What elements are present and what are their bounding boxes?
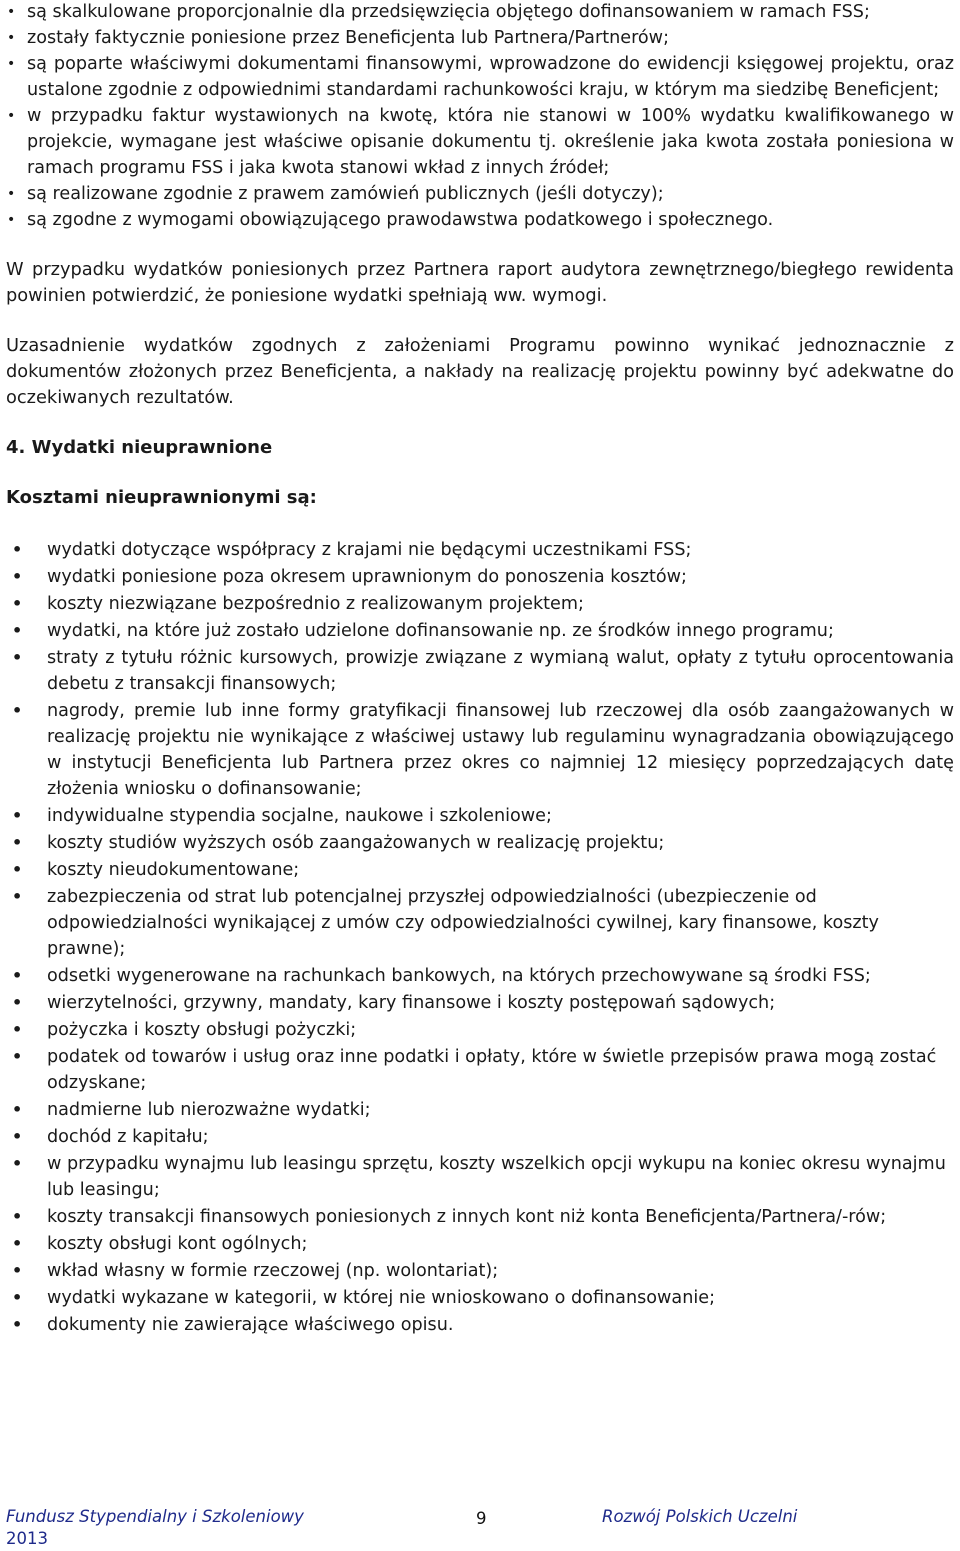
bullet-icon: • xyxy=(12,1100,23,1119)
list-item-text: pożyczka i koszty obsługi pożyczki; xyxy=(47,1020,357,1040)
bullet-icon: • xyxy=(12,1315,23,1334)
bullet-icon: • xyxy=(7,4,16,20)
list-item xyxy=(6,698,954,802)
list-item-text: koszty niezwiązane bezpośrednio z realizowanym projektem; xyxy=(47,594,584,614)
list-item-text: koszty obsługi kont ogólnych; xyxy=(47,1234,308,1254)
page-footer xyxy=(6,1506,954,1546)
list-item xyxy=(6,591,954,617)
bullet-icon: • xyxy=(12,1127,23,1146)
list-item-text: podatek od towarów i usług oraz inne podatki i opłaty, które w świetle przepisów prawa mogą zostać odzyskane; xyxy=(47,1047,937,1093)
bullet-icon: • xyxy=(12,701,23,720)
list-item-text: wydatki poniesione poza okresem uprawnionym do ponoszenia kosztów; xyxy=(47,567,687,587)
list-item xyxy=(6,1124,954,1150)
list-item xyxy=(6,1258,954,1284)
list-item xyxy=(6,207,954,233)
list-item xyxy=(6,537,954,563)
list-item-text: zabezpieczenia od strat lub potencjalnej przyszłej odpowiedzialności (ubezpieczenie od odpowiedzialności wynikającej z umów czy odpowiedzialności cywilnej, kary finansowe, koszty prawne); xyxy=(47,887,879,959)
list-item xyxy=(6,1204,954,1230)
bullet-icon: • xyxy=(12,1207,23,1226)
list-item-text: są poparte właściwymi dokumentami finansowymi, wprowadzone do ewidencji księgowej projektu, oraz ustalone zgodnie z odpowiednimi standardami rachunkowości kraju, w którym ma siedzibę Beneficjent; xyxy=(27,54,954,100)
list-item-text: wydatki dotyczące współpracy z krajami nie będącymi uczestnikami FSS; xyxy=(47,540,692,560)
bullet-icon: • xyxy=(12,860,23,879)
list-item xyxy=(6,1017,954,1043)
list-item-text: wkład własny w formie rzeczowej (np. wolontariat); xyxy=(47,1261,499,1281)
document-page xyxy=(6,0,954,1338)
bullet-icon: • xyxy=(12,648,23,667)
eligibility-criteria-list xyxy=(6,0,954,233)
bullet-icon: • xyxy=(12,887,23,906)
list-item-text: koszty studiów wyższych osób zaangażowanych w realizację projektu; xyxy=(47,833,665,853)
footer-fund-name: Fundusz Stypendialny i Szkoleniowy xyxy=(6,1507,304,1526)
list-item-text: wydatki, na które już zostało udzielone dofinansowanie np. ze środków innego programu; xyxy=(47,621,834,641)
list-item-text: w przypadku faktur wystawionych na kwotę, która nie stanowi w 100% wydatku kwalifikowanego w projekcie, wymagane jest właściwe opisanie dokumentu tj. określenie jaka kwota została poniesiona w ramach programu FSS i jaka kwota stanowi wkład z innych źródeł; xyxy=(27,106,954,178)
footer-project-name: Rozwój Polskich Uczelni xyxy=(602,1507,798,1526)
list-item-text: koszty nieudokumentowane; xyxy=(47,860,300,880)
bullet-icon: • xyxy=(12,966,23,985)
bullet-icon: • xyxy=(7,108,16,124)
list-item-text: są realizowane zgodnie z prawem zamówień publicznych (jeśli dotyczy); xyxy=(27,184,664,204)
list-item xyxy=(6,1044,954,1096)
list-item-text: nagrody, premie lub inne formy gratyfikacji finansowej lub rzeczowej dla osób zaangażowanych w realizację projektu nie wynikające z właściwej ustawy lub regulaminu wynagradzania obowiązującego w instytucji Beneficjenta lub Partnera przez okres co najmniej 12 miesięcy poprzedzających datę złożenia wniosku o dofinansowanie; xyxy=(47,701,954,799)
footer-year: 2013 xyxy=(6,1529,48,1548)
bullet-icon: • xyxy=(12,1234,23,1253)
ineligible-costs-list xyxy=(6,537,954,1338)
list-item xyxy=(6,25,954,51)
page-number: 9 xyxy=(476,1509,487,1528)
section-intro: Kosztami nieuprawnionymi są: xyxy=(6,487,317,508)
list-item xyxy=(6,857,954,883)
list-item xyxy=(6,645,954,697)
list-item xyxy=(6,990,954,1016)
list-item-text: wydatki wykazane w kategorii, w której nie wnioskowano o dofinansowanie; xyxy=(47,1288,716,1308)
list-item xyxy=(6,830,954,856)
bullet-icon: • xyxy=(7,56,16,72)
list-item-text: odsetki wygenerowane na rachunkach bankowych, na których przechowywane są środki FSS; xyxy=(47,966,871,986)
bullet-icon: • xyxy=(12,1288,23,1307)
bullet-icon: • xyxy=(7,186,16,202)
section-heading: 4. Wydatki nieuprawnione xyxy=(6,437,273,458)
bullet-icon: • xyxy=(12,621,23,640)
bullet-icon: • xyxy=(12,1261,23,1280)
list-item xyxy=(6,884,954,962)
list-item xyxy=(6,618,954,644)
list-item xyxy=(6,103,954,181)
list-item-text: nadmierne lub nierozważne wydatki; xyxy=(47,1100,371,1120)
list-item xyxy=(6,181,954,207)
bullet-icon: • xyxy=(12,833,23,852)
list-item xyxy=(6,564,954,590)
list-item xyxy=(6,0,954,25)
list-item-text: dokumenty nie zawierające właściwego opisu. xyxy=(47,1315,454,1335)
list-item xyxy=(6,1285,954,1311)
bullet-icon: • xyxy=(12,540,23,559)
bullet-icon: • xyxy=(7,212,16,228)
list-item xyxy=(6,51,954,103)
list-item xyxy=(6,1312,954,1338)
list-item-text: wierzytelności, grzywny, mandaty, kary finansowe i koszty postępowań sądowych; xyxy=(47,993,776,1013)
list-item xyxy=(6,963,954,989)
list-item-text: koszty transakcji finansowych poniesionych z innych kont niż konta Beneficjenta/Partnera/-rów; xyxy=(47,1207,887,1227)
list-item-text: w przypadku wynajmu lub leasingu sprzętu, koszty wszelkich opcji wykupu na koniec okresu wynajmu lub leasingu; xyxy=(47,1154,946,1200)
list-item-text: zostały faktycznie poniesione przez Beneficjenta lub Partnera/Partnerów; xyxy=(27,28,669,48)
bullet-icon: • xyxy=(7,30,16,46)
list-item-text: indywidualne stypendia socjalne, naukowe i szkoleniowe; xyxy=(47,806,552,826)
list-item-text: straty z tytułu różnic kursowych, prowizje związane z wymianą walut, opłaty z tytułu oprocentowania debetu z transakcji finansowych; xyxy=(47,648,954,694)
list-item xyxy=(6,1231,954,1257)
bullet-icon: • xyxy=(12,1020,23,1039)
bullet-icon: • xyxy=(12,594,23,613)
justification-paragraph: Uzasadnienie wydatków zgodnych z założeniami Programu powinno wynikać jednoznacznie z dokumentów złożonych przez Beneficjenta, a nakłady na realizację projektu powinny być adekwatne do oczekiwanych rezultatów. xyxy=(6,335,954,408)
bullet-icon: • xyxy=(12,1047,23,1066)
list-item-text: są zgodne z wymogami obowiązującego prawodawstwa podatkowego i społecznego. xyxy=(27,210,774,230)
list-item xyxy=(6,803,954,829)
bullet-icon: • xyxy=(12,1154,23,1173)
bullet-icon: • xyxy=(12,567,23,586)
partner-audit-paragraph: W przypadku wydatków poniesionych przez Partnera raport audytora zewnętrznego/biegłego rewidenta powinien potwierdzić, że poniesione wydatki spełniają ww. wymogi. xyxy=(6,259,954,306)
list-item xyxy=(6,1097,954,1123)
footer-program-name xyxy=(6,1506,336,1550)
list-item xyxy=(6,1151,954,1203)
bullet-icon: • xyxy=(12,806,23,825)
list-item-text: są skalkulowane proporcjonalnie dla przedsięwzięcia objętego dofinansowaniem w ramach FSS; xyxy=(27,2,870,22)
list-item-text: dochód z kapitału; xyxy=(47,1127,209,1147)
bullet-icon: • xyxy=(12,993,23,1012)
